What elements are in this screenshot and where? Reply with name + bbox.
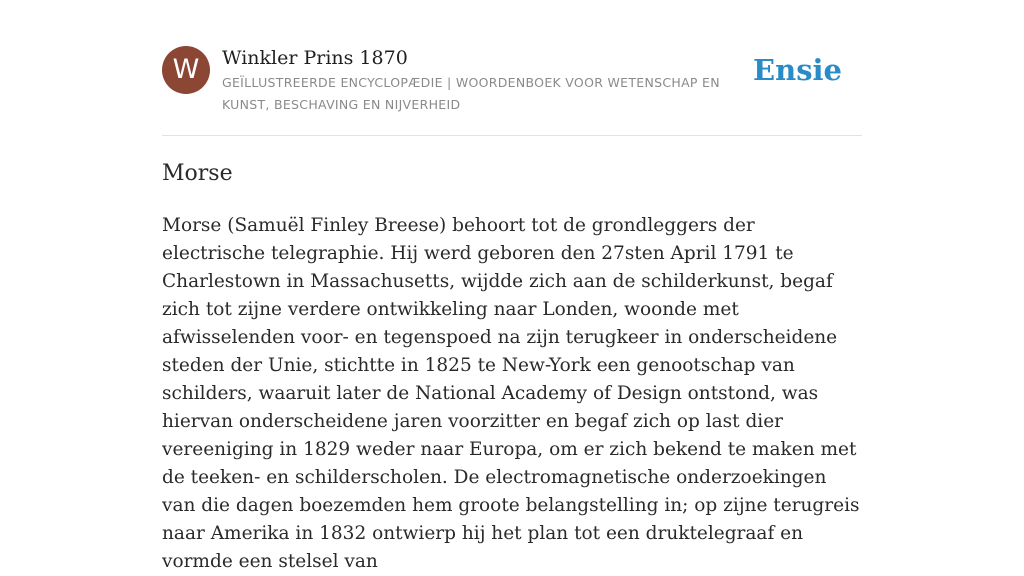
source-subtitle: GEÏLLUSTREERDE ENCYCLOPÆDIE | WOORDENBOEK VOOR WETENSCHAP EN KUNST, BESCHAVING EN NIJVERHEID — [222, 75, 720, 112]
source-title[interactable]: Winkler Prins 1870 — [222, 47, 408, 69]
entry-title: Morse — [162, 161, 233, 186]
source-header — [162, 46, 862, 136]
entry-body: Morse (Samuël Finley Breese) behoort tot de grondleggers der electrische telegraphie. Hij werd geboren den 27sten April 1791 te Charlestown in Massachusetts, wijdde zich aan de schilderkunst, begaf zich tot zijne verdere ontwikkeling naar Londen, woonde met afwisselenden voor- en tegenspoed na zijn terugkeer in onderscheidene steden der Unie, stichtte in 1825 te New-York een genootschap van schilders, waaruit later de National Academy of Design ontstond, was hiervan onderscheidene jaren voorzitter en begaf zich op last dier vereeniging in 1829 weder naar Europa, om er zich bekend te maken met de teeken- en schilderscholen. De electromagnetische onderzoekingen van die dagen boezemden hem groote belangstelling in; op zijne terugreis naar Amerika in 1832 ontwierp hij het plan tot een druktelegraaf en vormde een stelsel van — [162, 215, 860, 572]
source-avatar[interactable]: W — [162, 46, 210, 94]
brand-logo-link[interactable]: Ensie — [753, 53, 842, 87]
